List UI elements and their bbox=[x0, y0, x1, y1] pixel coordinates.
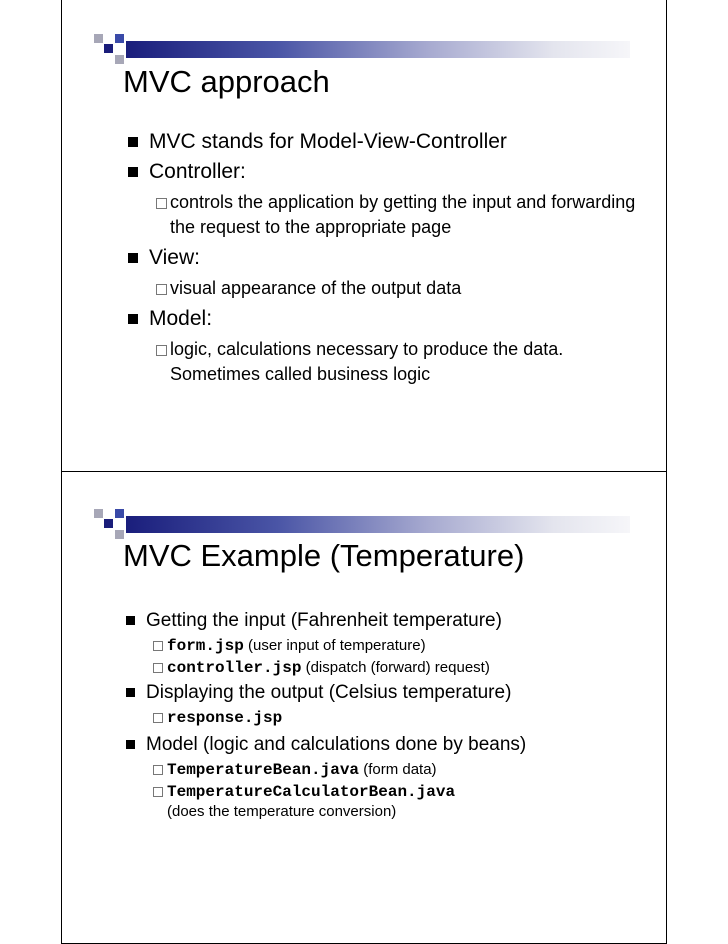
slide-2 bbox=[61, 471, 667, 944]
title-gradient-bar bbox=[126, 41, 630, 58]
sub-bullet-item: TemperatureCalculatorBean.java (does the temperature conversion) bbox=[122, 782, 646, 822]
sub-bullet-item: visual appearance of the output data bbox=[122, 276, 646, 301]
square-bullet-icon bbox=[128, 167, 138, 177]
sub-bullet-item: response.jsp bbox=[122, 708, 646, 728]
bullet-list bbox=[122, 130, 646, 389]
bullet-item: View: bbox=[122, 246, 646, 270]
bullet-list bbox=[122, 610, 646, 824]
decor-square bbox=[115, 34, 124, 43]
hollow-square-bullet-icon bbox=[156, 198, 167, 209]
hollow-square-bullet-icon bbox=[153, 765, 163, 775]
bullet-item: Getting the input (Fahrenheit temperature) bbox=[122, 610, 646, 632]
bullet-item: Controller: bbox=[122, 160, 646, 184]
slide-title: MVC Example (Temperature) bbox=[123, 538, 525, 573]
bullet-item: Model (logic and calculations done by beans) bbox=[122, 734, 646, 756]
square-bullet-icon bbox=[126, 688, 135, 697]
sub-bullet-item: logic, calculations necessary to produce the data. Sometimes called business logic bbox=[122, 337, 646, 387]
decor-square bbox=[115, 55, 124, 64]
square-bullet-icon bbox=[128, 253, 138, 263]
sub-bullet-item: TemperatureBean.java (form data) bbox=[122, 760, 646, 780]
decor-square bbox=[94, 509, 103, 518]
square-bullet-icon bbox=[126, 616, 135, 625]
decor-square bbox=[104, 519, 113, 528]
square-bullet-icon bbox=[128, 314, 138, 324]
decor-square bbox=[104, 44, 113, 53]
sub-bullet-item: form.jsp (user input of temperature) bbox=[122, 636, 646, 656]
slide-1 bbox=[61, 0, 667, 472]
decor-square bbox=[115, 509, 124, 518]
square-bullet-icon bbox=[126, 740, 135, 749]
sub-bullet-item: controller.jsp (dispatch (forward) request) bbox=[122, 658, 646, 678]
hollow-square-bullet-icon bbox=[156, 345, 167, 356]
hollow-square-bullet-icon bbox=[153, 787, 163, 797]
bullet-item: Displaying the output (Celsius temperature) bbox=[122, 682, 646, 704]
hollow-square-bullet-icon bbox=[153, 713, 163, 723]
bullet-item: Model: bbox=[122, 307, 646, 331]
title-gradient-bar bbox=[126, 516, 630, 533]
decor-square bbox=[94, 34, 103, 43]
hollow-square-bullet-icon bbox=[156, 284, 167, 295]
sub-bullet-item: controls the application by getting the input and forwarding the request to the appropriate page bbox=[122, 190, 646, 240]
square-bullet-icon bbox=[128, 137, 138, 147]
hollow-square-bullet-icon bbox=[153, 641, 163, 651]
bullet-item: MVC stands for Model-View-Controller bbox=[122, 130, 646, 154]
slide-title: MVC approach bbox=[123, 64, 330, 99]
hollow-square-bullet-icon bbox=[153, 663, 163, 673]
